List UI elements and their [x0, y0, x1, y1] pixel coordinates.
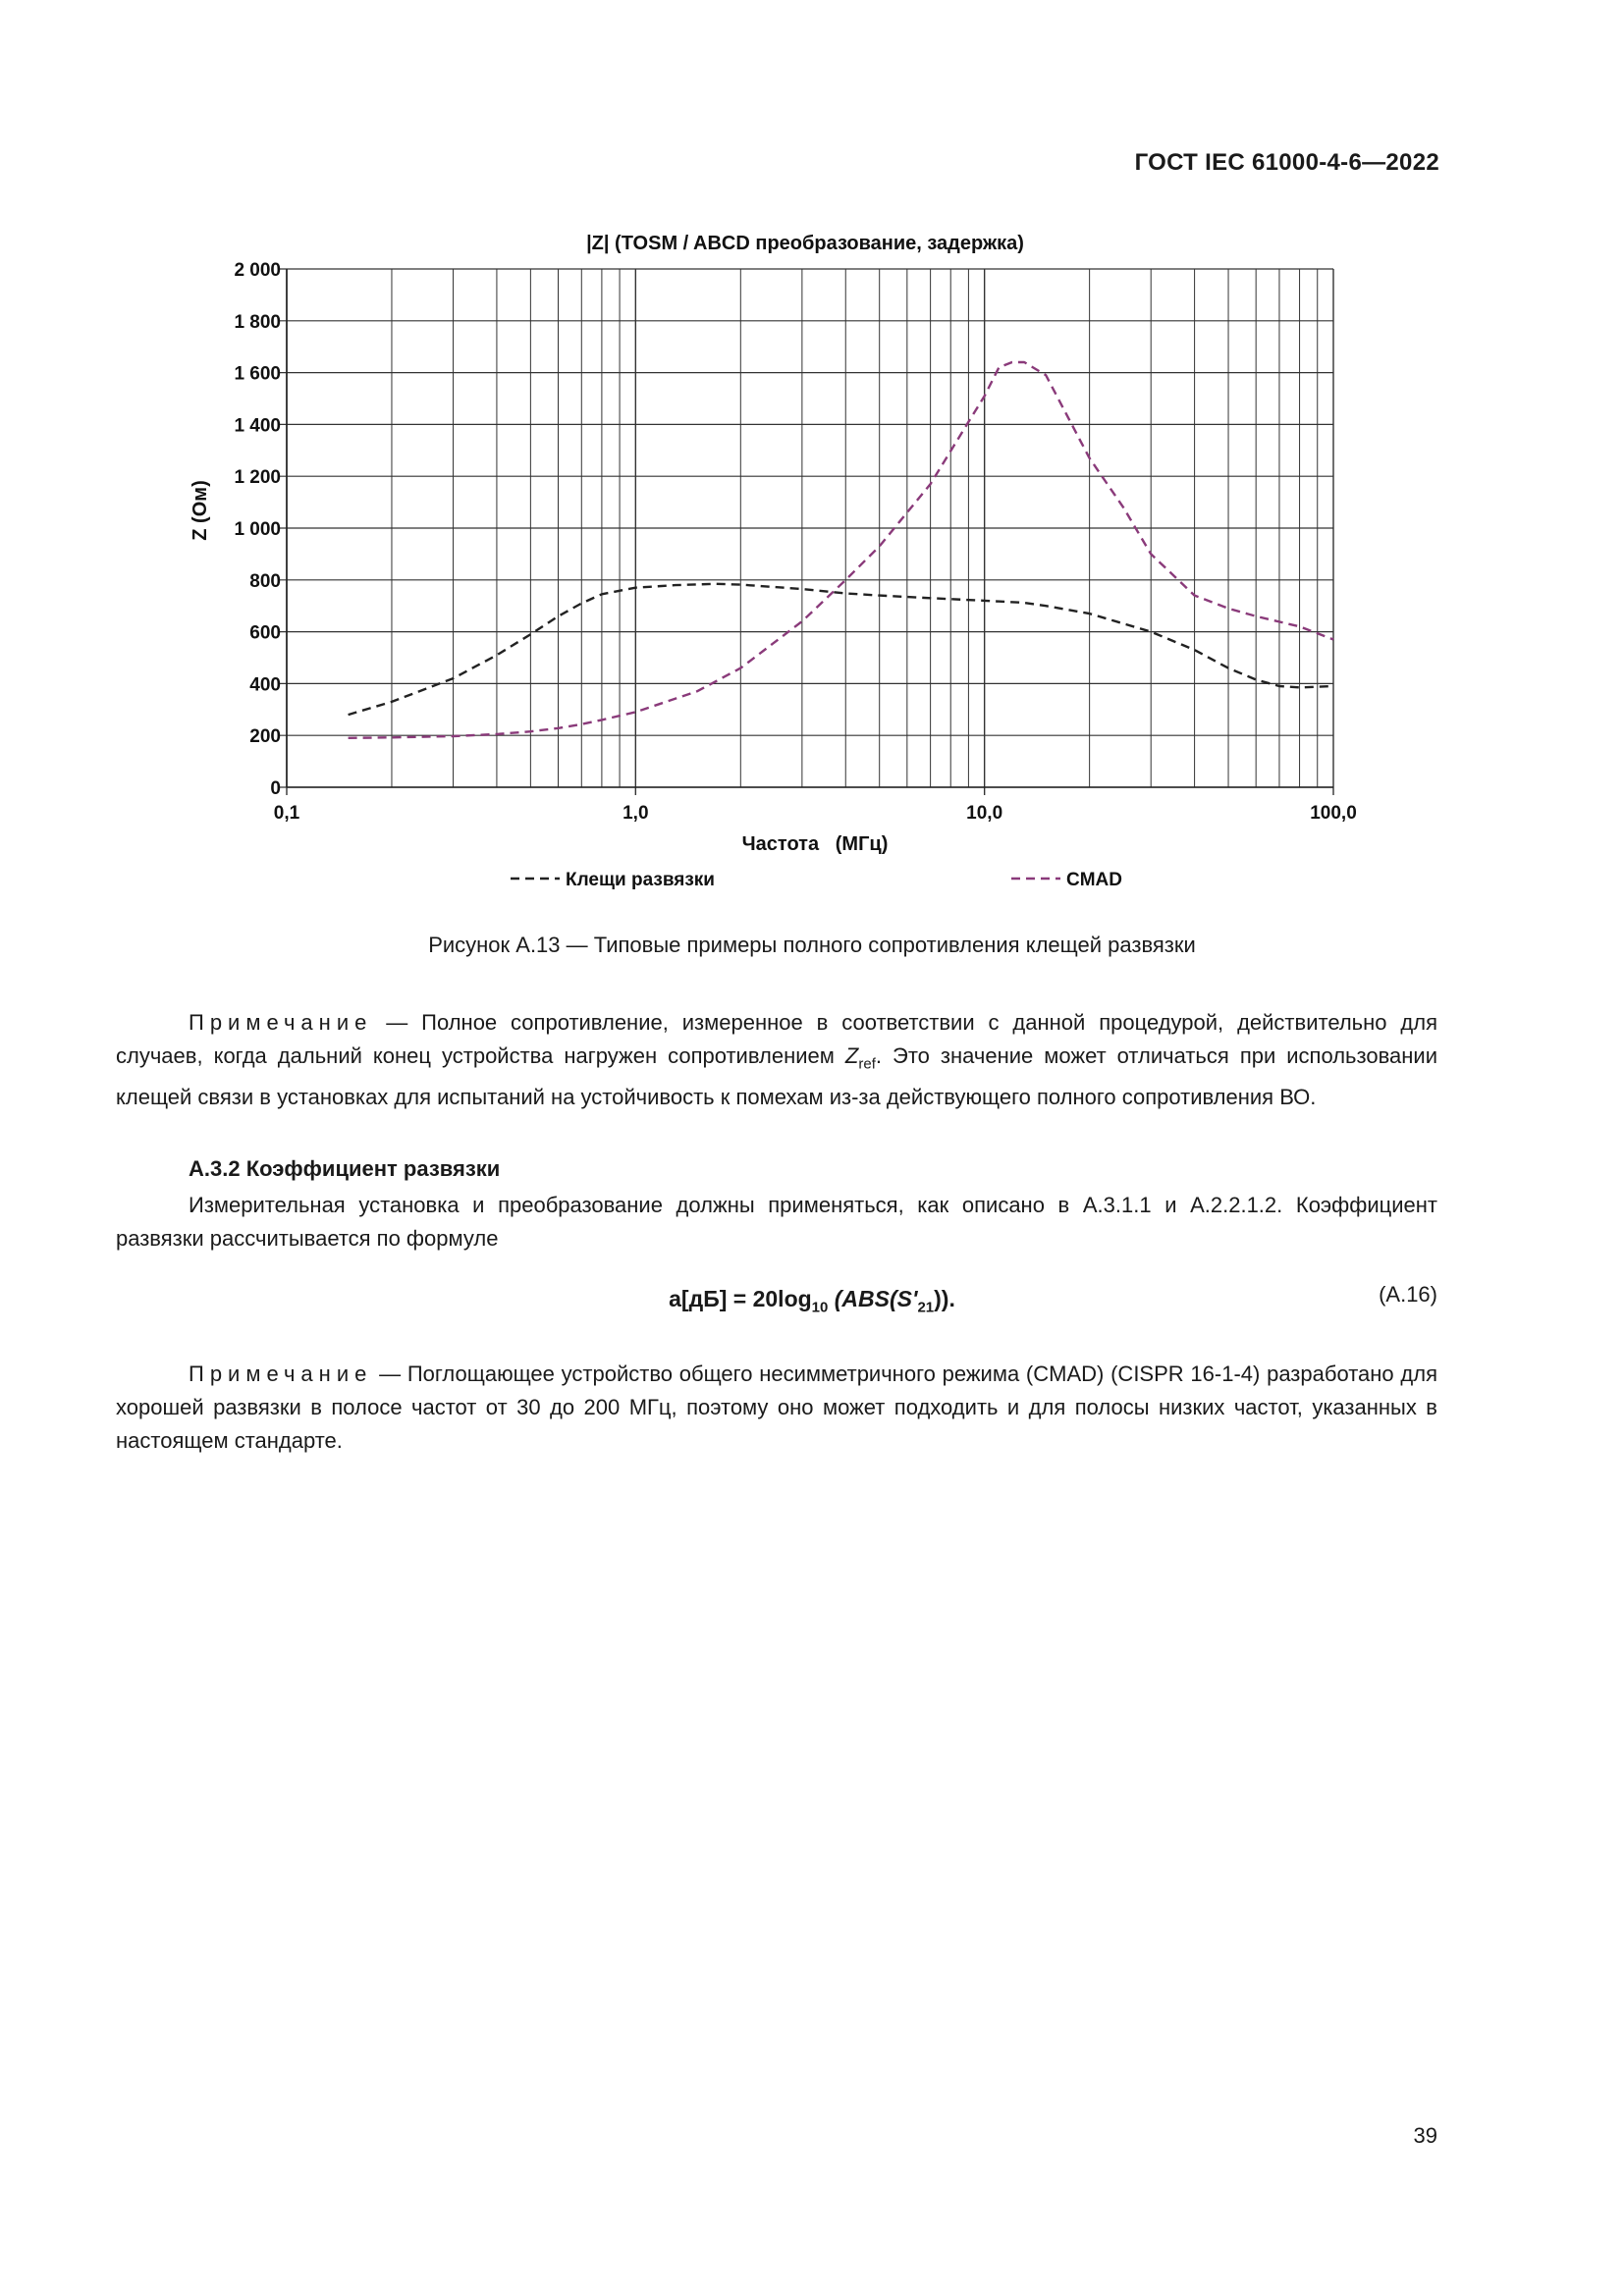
figure-caption: Рисунок А.13 — Типовые примеры полного сопротивления клещей развязки [428, 933, 1196, 957]
legend-label-1: Клещи развязки [566, 870, 715, 890]
x-tick-label: 10,0 [966, 803, 1003, 824]
z-ref-subscript: ref [858, 1055, 876, 1073]
y-tick-label: 200 [249, 726, 281, 748]
x-axis-ticks [274, 803, 1357, 824]
impedance-chart [0, 0, 1624, 923]
z-ref-symbol: Z [844, 1043, 859, 1068]
y-axis-ticks [234, 260, 281, 799]
x-tick-label: 100,0 [1310, 803, 1357, 824]
y-tick-label: 2 000 [234, 260, 281, 281]
document-header: ГОСТ IEC 61000-4-6—2022 [1134, 149, 1439, 176]
note-text: — Полное сопротивление, измеренное в соответствии с данной процедурой, действительно для случаев, когда дальний конец устройства нагружен сопротивлением [116, 1010, 1437, 1068]
x-tick-label: 0,1 [273, 803, 300, 824]
series-line-1 [349, 584, 1333, 715]
series-line-2 [349, 362, 1333, 738]
note-label: Примечание [189, 1010, 373, 1035]
x-axis-label: Частота (МГц) [741, 833, 889, 855]
formula-close: )). [934, 1286, 955, 1311]
y-tick-label: 400 [249, 674, 281, 696]
y-tick-label: 1 200 [234, 467, 281, 489]
formula-lhs: a[дБ] = 20log [669, 1286, 812, 1311]
y-tick-label: 1 000 [234, 519, 281, 540]
legend-label-2: CMAD [1066, 870, 1122, 890]
y-tick-label: 600 [249, 622, 281, 644]
chart-legend [511, 870, 1122, 890]
note-paragraph [116, 1006, 1437, 1114]
y-tick-label: 1 600 [234, 363, 281, 385]
formula-abs: (ABS(S' [828, 1286, 918, 1311]
y-tick-label: 1 800 [234, 311, 281, 333]
section-paragraph [116, 1189, 1437, 1255]
y-axis-label: Z (Ом) [189, 480, 211, 541]
y-tick-label: 0 [270, 778, 281, 799]
chart-series [349, 362, 1333, 738]
y-tick-label: 800 [249, 570, 281, 592]
chart-grid [279, 269, 1333, 795]
note2-label: Примечание [189, 1362, 373, 1386]
page-number: 39 [1413, 2123, 1437, 2148]
note2-text: — Поглощающее устройство общего несимметричного режима (CMAD) (CISPR 16-1-4) разработано для хорошей развязки в полосе частот от 30 до 200 МГц, поэтому оно может подходить и для полосы низких частот, указанных в настоящем стандарте. [116, 1362, 1437, 1453]
chart-title: |Z| (TOSM / ABCD преобразование, задержка) [586, 233, 1024, 254]
formula-log-base: 10 [811, 1299, 829, 1316]
formula-number: (А.16) [1379, 1282, 1437, 1307]
section-text: Измерительная установка и преобразование должны применяться, как описано в А.3.1.1 и А.2.2.1.2. Коэффициент развязки рассчитывается по формуле [116, 1193, 1437, 1251]
note2-paragraph [116, 1358, 1437, 1458]
x-tick-label: 1,0 [623, 803, 649, 824]
note-text-end: . Это значение может отличаться при использовании клещей связи в установках для испытаний на устойчивость к помехам из-за действующего полного сопротивления ВО. [116, 1043, 1437, 1110]
section-heading: А.3.2 Коэффициент развязки [189, 1156, 501, 1181]
formula-s-subscript: 21 [917, 1299, 935, 1316]
y-tick-label: 1 400 [234, 415, 281, 437]
